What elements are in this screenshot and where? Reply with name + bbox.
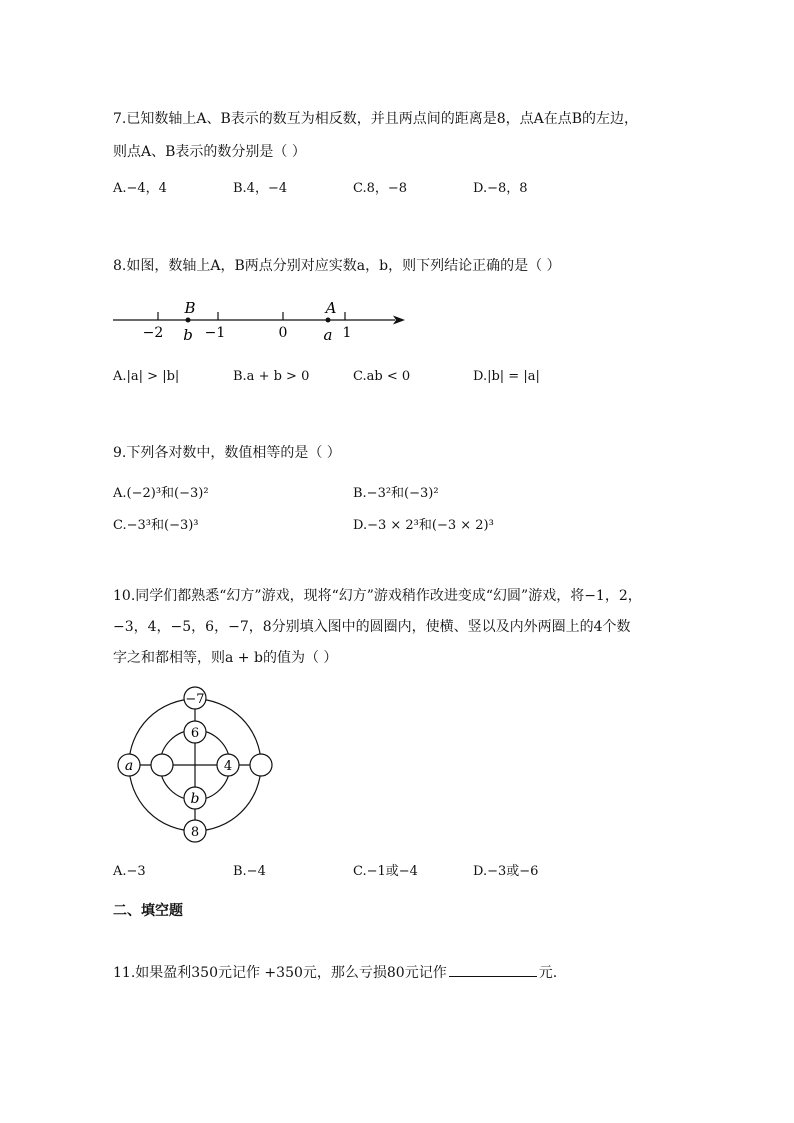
tick-label-0: 0 [278, 325, 288, 341]
node-right-outer [250, 754, 272, 776]
q8-option-d: D.|b| = |a| [473, 369, 540, 384]
q10-option-a: A.−3 [113, 864, 146, 879]
q11-text-after: 元. [538, 965, 558, 981]
node-top-inner-value: 6 [190, 726, 200, 741]
point-b-label: B [184, 299, 196, 317]
q10-stem-line1: 10.同学们都熟悉“幻方”游戏，现将“幻方”游戏稍作改进变成“幻圆”游戏，将−1，2， [113, 588, 642, 604]
q7-stem-line1: 7.已知数轴上A、B表示的数互为相反数，并且两点间的距离是8，点A在点B的左边， [113, 111, 639, 127]
q11-answer-blank[interactable] [449, 962, 537, 977]
q10-stem-line3: 字之和都相等，则a + b的值为（ ） [113, 650, 338, 666]
q10-stem-line2: −3，4，−5，6，−7，8分别填入图中的圆圈内，使横、竖以及内外两圈上的4个数 [113, 619, 631, 635]
q9-stem: 9.下列各对数中，数值相等的是（ ） [113, 445, 341, 461]
q7-option-b: B.4，−4 [233, 181, 288, 196]
tick-label-neg1: −1 [204, 325, 226, 341]
point-b-var: b [183, 326, 193, 344]
q7-option-a: A.−4，4 [113, 181, 167, 196]
node-top-outer-value: −7 [185, 692, 205, 707]
point-a-var: a [323, 326, 333, 344]
tick-label-neg2: −2 [142, 325, 164, 341]
q11-text-before: 11.如果盈利350元记作 +350元，那么亏损80元记作 [113, 965, 447, 981]
q11-stem [113, 962, 557, 983]
node-left-outer-value: a [124, 758, 134, 774]
node-left-inner [151, 754, 173, 776]
tick-label-1: 1 [342, 325, 352, 341]
q7-option-c: C.8，−8 [353, 181, 408, 196]
point-a-label: A [325, 299, 337, 317]
node-right-inner-value: 4 [223, 759, 233, 774]
q10-magic-circle-diagram [112, 683, 280, 847]
q10-option-c: C.−1或−4 [353, 864, 418, 879]
node-bottom-inner-value: b [190, 791, 200, 807]
q9-option-b: B.−3²和(−3)² [353, 486, 439, 501]
point-a-dot [326, 318, 331, 323]
q10-option-b: B.−4 [233, 864, 266, 879]
q10-option-d: D.−3或−6 [473, 864, 539, 879]
point-b-dot [186, 318, 191, 323]
q7-stem-line2: 则点A、B表示的数分别是（ ） [113, 144, 306, 160]
q8-option-b: B.a + b > 0 [233, 369, 310, 384]
q9-option-a: A.(−2)³和(−3)² [113, 486, 209, 501]
q8-stem: 8.如图，数轴上A，B两点分别对应实数a，b，则下列结论正确的是（ ） [113, 258, 561, 274]
q8-number-line [105, 295, 415, 347]
section-title: 二、填空题 [113, 903, 183, 919]
q9-option-c: C.−3³和(−3)³ [113, 518, 199, 533]
q7-option-d: D.−8，8 [473, 181, 528, 196]
q9-option-d: D.−3 × 2³和(−3 × 2)³ [353, 518, 494, 533]
q8-option-c: C.ab < 0 [353, 369, 411, 384]
node-bottom-outer-value: 8 [190, 825, 200, 840]
q8-option-a: A.|a| > |b| [113, 369, 180, 384]
